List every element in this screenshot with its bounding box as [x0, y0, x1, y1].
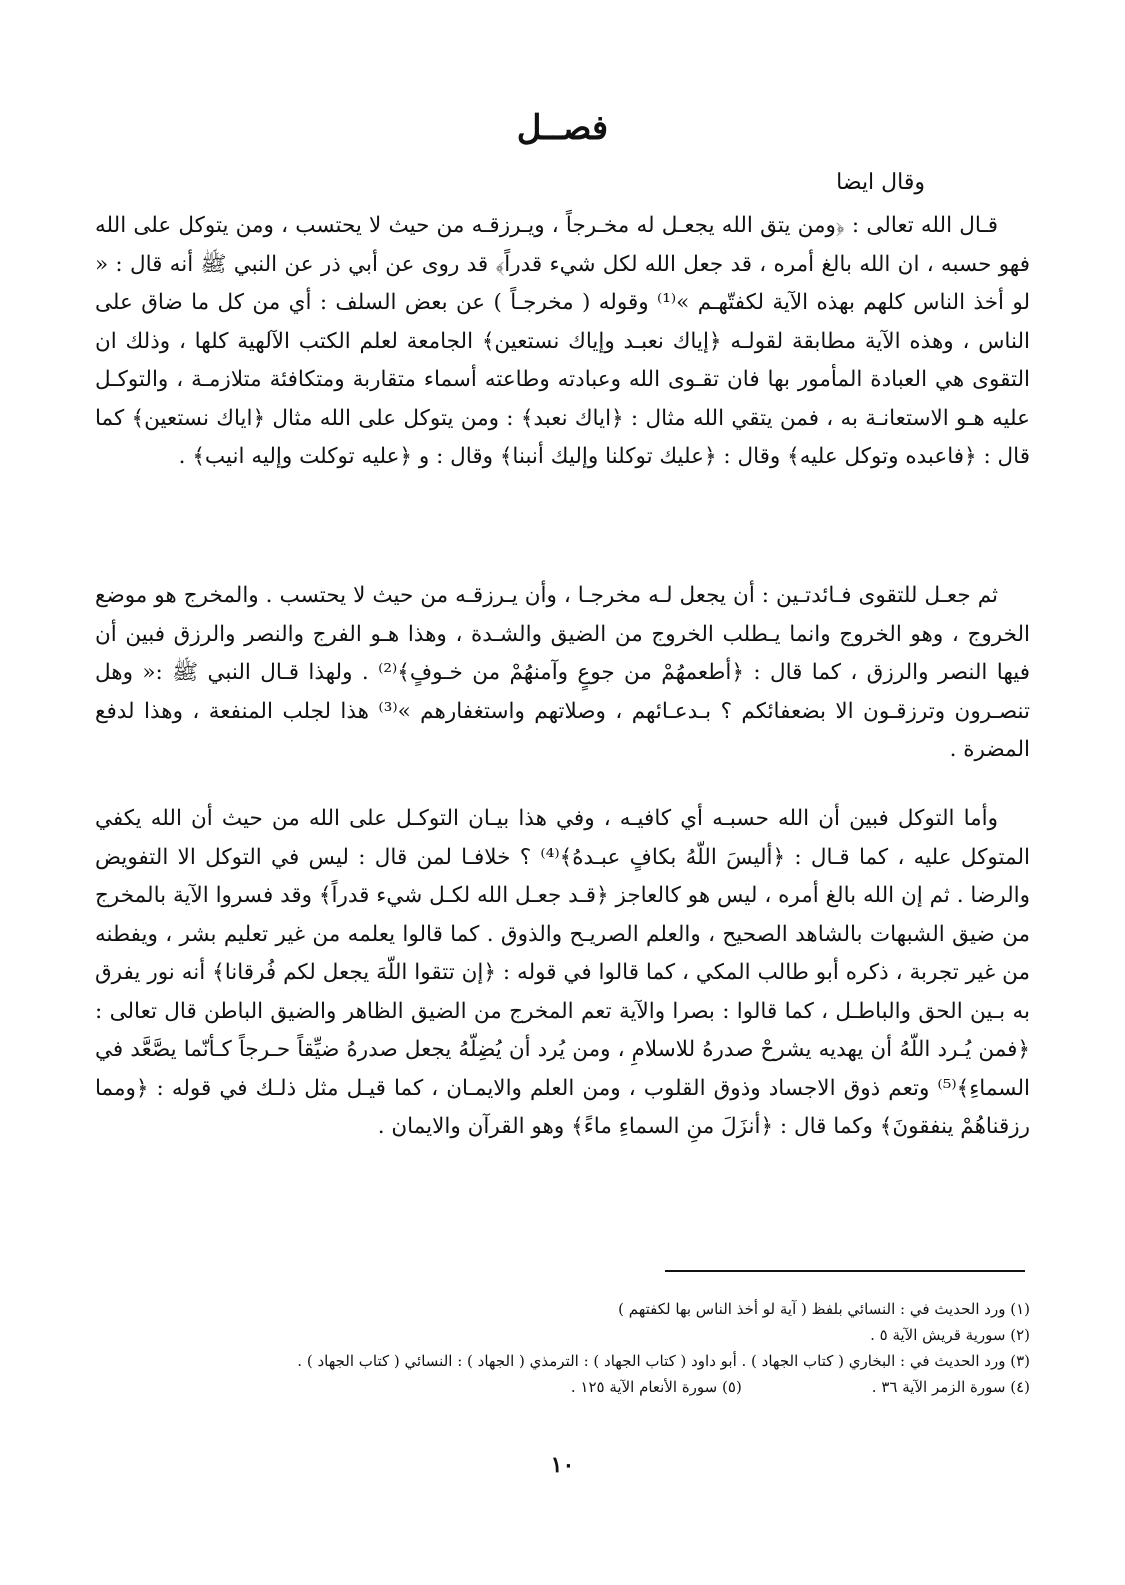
footnote-divider: [665, 1270, 1025, 1272]
body-paragraph-1: [95, 207, 1030, 477]
footnote-1: (١) ورد الحديث في : النسائي بلفظ ( آية لو أخذ الناس بها لكفتهم ): [618, 1300, 1030, 1318]
paragraph-text: قـال الله تعالى : ﴿ومن يتق الله يجعـل له مخـرجاً ، ويـرزقـه من حيث لا يحتسب ، ومن يتوكل على الله فهو حسبه ، ان الله بالغ أمره ، قد جعل الله لكل شيء قدراً﴾ قد روى عن أبي ذر عن النبي ﷺ أنه قال : « لو أخذ الناس كلهم بهذه الآية لكفتّهـم »⁽¹⁾ وقوله ( مخرجـاً ) عن بعض السلف : أي من كل ما ضاق على الناس ، وهذه الآية مطابقة لقولـه ﴿إياك نعبـد وإياك نستعين﴾ الجامعة لعلم الكتب الآلهية كلها ، وذلك ان التقوى هي العبادة المأمور بها فان تقـوى الله وعبادته وطاعته أسماء متقاربة ومتكافئة متلازمـة ، والتوكـل عليه هـو الاستعانـة به ، فمن يتقي الله مثال : ﴿اياك نعبد﴾ : ومن يتوكل على الله مثال ﴿اياك نستعين﴾ كما قال : ﴿فاعبده وتوكل عليه﴾ وقال : ﴿عليك توكلنا وإليك أنبنا﴾ وقال : و ﴿عليه توكلت وإليه انيب﴾ .: [95, 213, 1030, 469]
body-paragraph-2: [95, 577, 1030, 770]
footnote-row-4-5: [95, 1374, 1030, 1400]
footnotes: [95, 1296, 1030, 1400]
footnote-4: (٤) سورة الزمر الآية ٣٦ .: [871, 1378, 1030, 1396]
paragraph-text: وأما التوكل فبين أن الله حسبـه أي كافيـه ، وفي هذا بيـان التوكـل على الله من حيث أن الله يكفي المتوكل عليه ، كما قـال : ﴿أليسَ اللّهُ بكافٍ عبـدهُ﴾⁽⁴⁾ ؟ خلافـا لمن قال : ليس في التوكل الا التفويض والرضا . ثم إن الله بالغ أمره ، ليس هو كالعاجز ﴿قـد جعـل الله لكـل شيء قدراً﴾ وقد فسروا الآية بالمخرج من ضيق الشبهات بالشاهد الصحيح ، والعلم الصريـح والذوق . كما قالوا يعلمه من غير تعليم بشر ، ويفطنه من غير تجربة ، ذكره أبو طالب المكي ، كما قالوا في قوله : ﴿إن تتقوا اللّهَ يجعل لكم فُرقانا﴾ أنه نور يفرق به بـين الحق والباطـل ، كما قالوا : بصرا والآية تعم المخرج من الضيق الظاهر والضيق الباطن قال تعالى : ﴿فمن يُـرد اللّهُ أن يهديه يشرحْ صدرهُ للاسلامِ ، ومن يُرد أن يُضِلّهُ يجعل صدرهُ ضيِّقاً حـرجاً كـأنّما يصَّعَّد في السماءِ﴾⁽⁵⁾ وتعم ذوق الاجساد وذوق القلوب ، ومن العلم والايمـان ، كما قيـل مثل ذلـك في قوله : ﴿ومما رزقناهُمْ ينفقونَ﴾ وكما قال : ﴿أنزَلَ منِ السماءِ ماءً﴾ وهو القرآن والايمان .: [95, 806, 1030, 1139]
page-number: ١٠: [550, 1452, 575, 1478]
footnote-3: (٣) ورد الحديث في : البخاري ( كتاب الجهاد ) . أبو داود ( كتاب الجهاد ) : الترمذي ( الجهاد ) : النسائي ( كتاب الجهاد ) .: [297, 1352, 1030, 1370]
section-subheading: وقال ايضا: [836, 170, 925, 195]
body-paragraph-3: [95, 800, 1030, 1147]
footnote-5: (٥) سورة الأنعام الآية ١٢٥ .: [570, 1378, 742, 1396]
paragraph-text: ثم جعـل للتقوى فـائدتـين : أن يجعل لـه مخرجـا ، وأن يـرزقـه من حيث لا يحتسب . والمخرج هو موضع الخروج ، وهو الخروج وانما يـطلب الخروج من الضيق والشـدة ، وهذا هـو الفرج والنصر والرزق فبين أن فيها النصر والرزق ، كما قال : ﴿أطعمهُمْ من جوعٍ وآمنهُمْ من خـوفٍ﴾⁽²⁾ . ولهذا قـال النبي ﷺ :« وهل تنصـرون وترزقـون الا بضعفائكم ؟ بـدعـائهم ، وصلاتهم واستغفارهم »⁽³⁾ هذا لجلب المنفعة ، وهذا لدفع المضرة .: [95, 583, 1030, 762]
footnote-2: (٢) سورية قريش الآية ٥ .: [870, 1326, 1030, 1344]
section-title: فصــل: [516, 108, 609, 148]
